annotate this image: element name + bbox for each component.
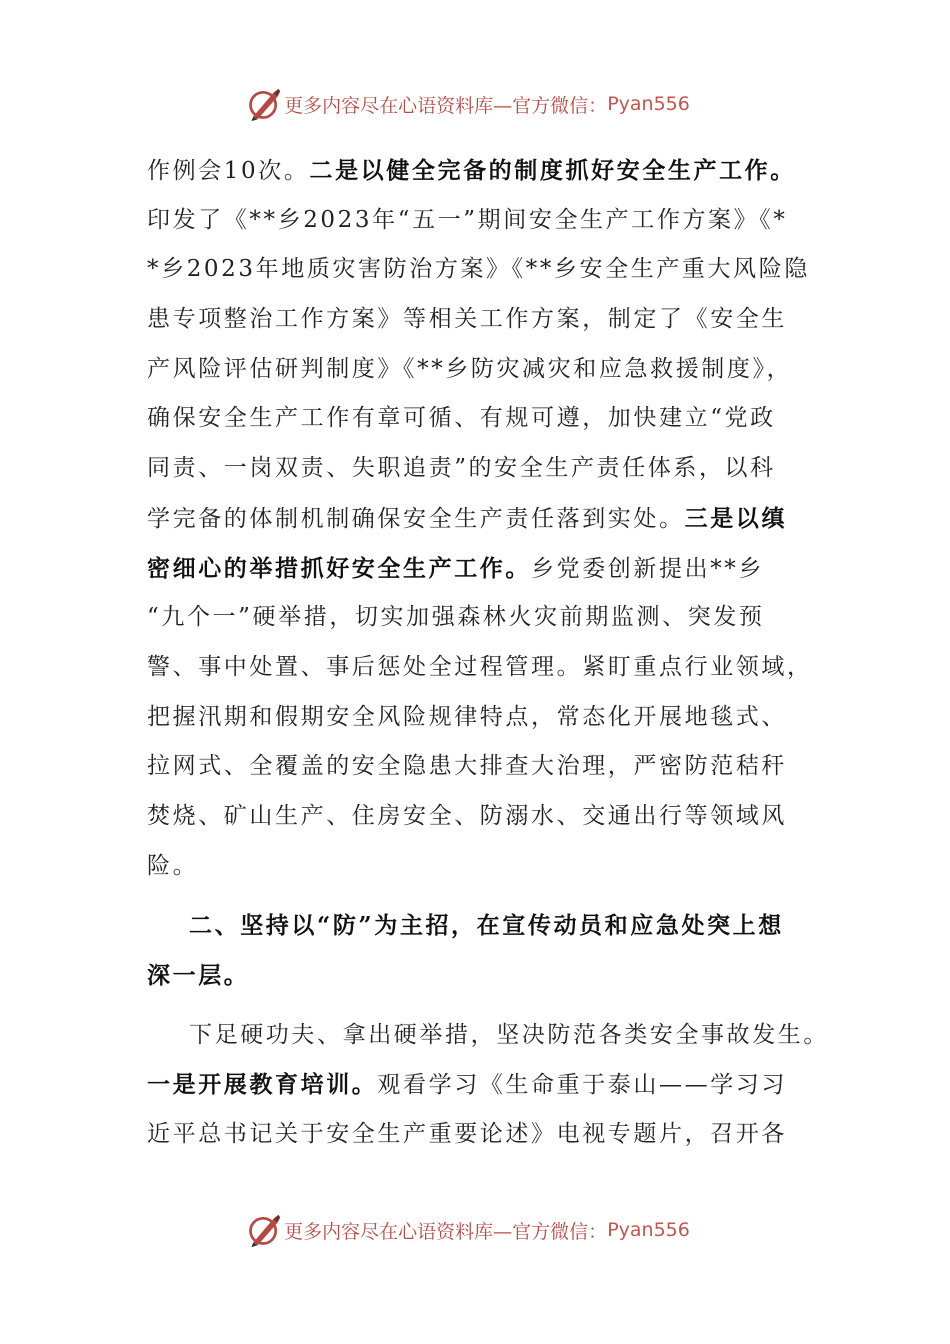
- document-body: [147, 146, 829, 1160]
- text-line: “九个一”硬举措，切实加强森林火灾前期监测、突发预: [147, 604, 765, 631]
- text-line: 焚烧、矿山生产、住房安全、防溺水、交通出行等领域风: [147, 802, 787, 829]
- section-heading: 二、坚持以“防”为主招，在宣传动员和应急处突上想: [189, 912, 784, 940]
- text-line: 拉网式、全覆盖的安全隐患大排查大治理，严密防范秸秆: [147, 753, 787, 780]
- text-line: 险。: [147, 852, 199, 879]
- pen-logo-icon: [246, 86, 282, 122]
- text-line: [147, 1060, 817, 1110]
- text-line: [147, 494, 817, 544]
- text-run: 学完备的体制机制确保安全生产责任落到实处。: [147, 505, 685, 532]
- watermark-suffix: 官方微信：: [512, 94, 608, 117]
- watermark-id: Pyan556: [607, 93, 690, 115]
- watermark-suffix: 官方微信：: [512, 1220, 608, 1243]
- bold-text-run: 二是以健全完备的制度抓好安全生产工作。: [309, 157, 796, 184]
- text-line: 确保安全生产工作有章可循、有规可遵，加快建立“党政: [147, 405, 776, 432]
- text-run: 作例会10次。: [147, 158, 310, 184]
- text-line: *乡2023年地质灾害防治方案》《**乡安全生产重大风险隐: [147, 256, 810, 283]
- text-line: [147, 146, 817, 196]
- text-line: 近平总书记关于安全生产重要论述》电视专题片，召开各: [147, 1121, 787, 1148]
- text-run: 乡党委创新提出**乡: [531, 555, 764, 582]
- text-run: 观看学习《生命重于泰山——学习习: [377, 1072, 788, 1099]
- pen-logo-icon: [246, 1212, 282, 1248]
- text-line: 同责、一岗双责、失职追责”的安全生产责任体系，以科: [147, 455, 776, 482]
- header-watermark: [0, 84, 950, 124]
- text-line: 患专项整治工作方案》等相关工作方案，制定了《安全生: [147, 306, 787, 333]
- watermark-text: 更多内容尽在心语资料库—: [284, 1220, 513, 1243]
- bold-text-run: 密细心的举措抓好安全生产工作。: [147, 554, 531, 582]
- text-line: 警、事中处置、事后惩处全过程管理。紧盯重点行业领域，: [147, 653, 813, 680]
- footer-watermark: [0, 1210, 950, 1250]
- text-line: 把握汛期和假期安全风险规律特点，常态化开展地毯式、: [147, 703, 787, 730]
- section-heading-cont: 深一层。: [147, 962, 250, 989]
- bold-text-run: 三是以缜: [684, 504, 788, 532]
- text-line: [147, 544, 817, 594]
- watermark-id: Pyan556: [607, 1219, 690, 1241]
- text-line: 下足硬功夫、拿出硬举措，坚决防范各类安全事故发生。: [189, 1021, 829, 1048]
- watermark-text: 更多内容尽在心语资料库—: [284, 94, 513, 117]
- bold-text-run: 一是开展教育培训。: [147, 1071, 378, 1099]
- text-line: 印发了《**乡2023年“五一”期间安全生产工作方案》《*: [147, 206, 788, 233]
- text-line: 产风险评估研判制度》《**乡防灾减灾和应急救援制度》，: [147, 355, 793, 382]
